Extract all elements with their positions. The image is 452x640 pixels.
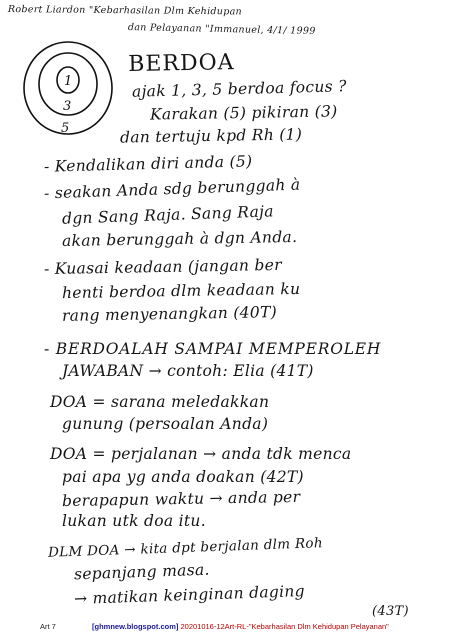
note-line-21: → matikan keinginan daging (73, 581, 306, 609)
note-line-9: henti berdoa dlm keadaan ku (61, 279, 301, 303)
note-line-15: DOA = perjalanan → anda tdk menca (50, 445, 352, 463)
page-title: BERDOA (128, 50, 235, 77)
circle-label-outer: 5 (61, 121, 70, 136)
note-line-8: - Kuasai keadaan (jangan ber (43, 255, 283, 279)
note-line-16: pai apa yg anda doakan (42T) (62, 468, 304, 486)
note-line-10: rang menyenangkan (40T) (61, 303, 278, 325)
note-line-3: dan tertuju kpd Rh (1) (119, 125, 303, 147)
header-line-1: Robert Liardon "Kebarhasilan Dlm Kehidupan (7, 4, 243, 18)
note-line-4: - Kendalikan diri anda (5) (43, 152, 253, 176)
circle-label-middle: 3 (63, 99, 72, 114)
footer-blog-link[interactable]: [ghmnew.blogspot.com] (92, 622, 179, 631)
note-line-12: JAWABAN → contoh: Elia (41T) (62, 362, 314, 380)
note-line-1: ajak 1, 3, 5 berdoa focus ? (131, 77, 347, 101)
note-line-19: DLM DOA → kita dpt berjalan dlm Roh (47, 535, 324, 561)
note-line-14: gunung (persoalan Anda) (62, 415, 269, 433)
header-line-2: dan Pelayanan "Immanuel, 4/1/ 1999 (127, 22, 316, 37)
note-line-7: akan berunggah à dgn Anda. (61, 227, 298, 251)
circle-label-inner: 1 (64, 74, 73, 89)
note-line-11: - BERDOALAH SAMPAI MEMPEROLEH (44, 340, 382, 358)
footer-article-number: Art 7 (40, 622, 56, 631)
note-line-13: DOA = sarana meledakkan (50, 393, 270, 411)
note-line-18: lukan utk doa itu. (62, 512, 206, 530)
concentric-circles-diagram (22, 40, 118, 140)
note-line-2: Karakan (5) pikiran (3) (149, 102, 338, 124)
footer-source-title: 20201016-12Art-RL-"Kebarhasilan Dlm Kehidupan Pelayanan" (178, 622, 389, 631)
note-line-22: (43T) (372, 604, 409, 619)
page-footer (0, 618, 452, 636)
note-line-5: - seakan Anda sdg berunggah à (43, 175, 301, 203)
note-line-17: berapapun waktu → anda per (61, 487, 301, 511)
note-line-6: dgn Sang Raja. Sang Raja (61, 202, 275, 228)
note-line-20: sepanjang masa. (73, 560, 210, 584)
footer-source (92, 622, 389, 631)
